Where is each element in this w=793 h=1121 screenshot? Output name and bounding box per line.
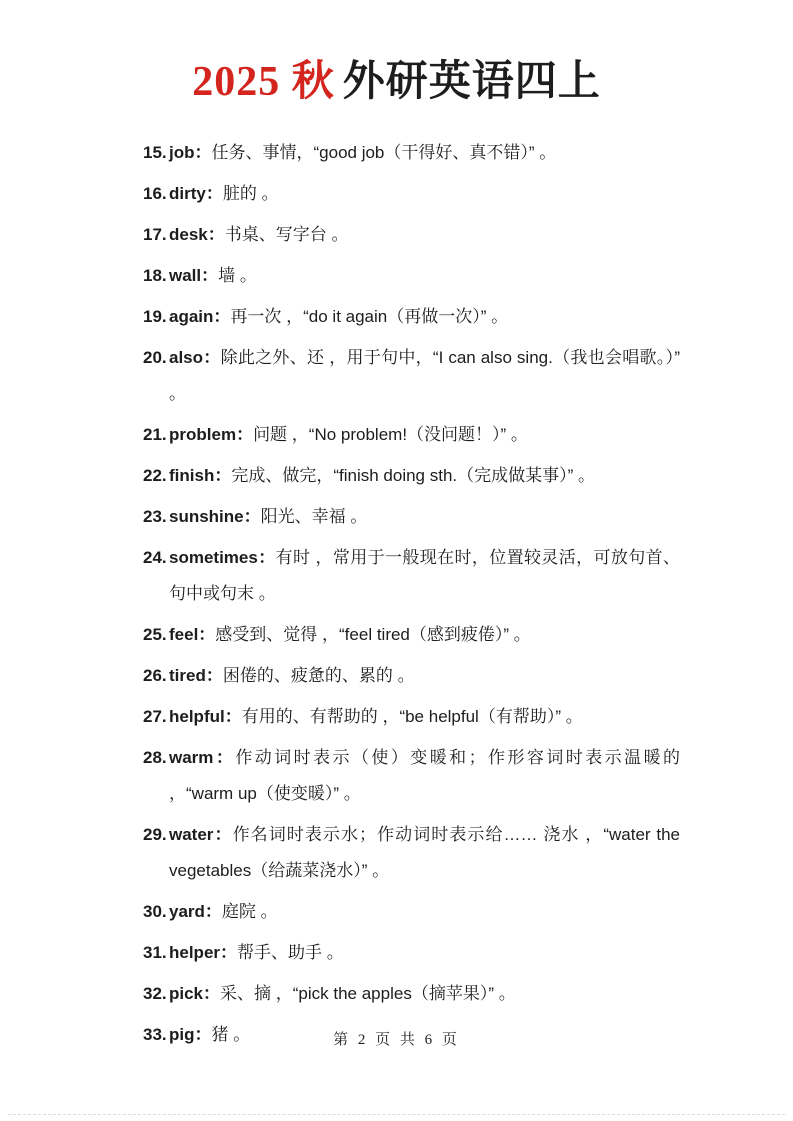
item-number: 29. — [143, 825, 167, 844]
item-english-word: tired — [169, 666, 206, 685]
vocab-list-item — [143, 135, 680, 171]
item-number: 33. — [143, 1025, 167, 1044]
item-english-word: yard — [169, 902, 205, 921]
item-number: 30. — [143, 902, 167, 921]
vocab-list-item — [143, 617, 680, 653]
item-definition: 再一次 ，“do it again（再做一次）” 。 — [230, 307, 509, 326]
title-year-season: 2025 秋 — [192, 59, 335, 105]
item-number: 16. — [143, 184, 167, 203]
item-definition: 书桌、写字台 。 — [224, 225, 349, 244]
item-definition: 除此之外、还 ，用于句中，“I can also sing.（我也会唱歌。）” 。 — [169, 348, 680, 403]
item-english-word: also — [169, 348, 204, 367]
vocab-list-item — [143, 340, 680, 412]
vocab-list-item — [143, 540, 680, 612]
item-english-word: sometimes — [169, 548, 258, 567]
item-english-word: sunshine — [169, 507, 244, 526]
item-english-word: finish — [169, 466, 215, 485]
item-colon: ： — [204, 902, 222, 921]
item-number: 31. — [143, 943, 167, 962]
item-english-word: job — [169, 143, 195, 162]
page-number-label: 第 2 页 共 6 页 — [333, 1032, 460, 1048]
item-colon: ： — [257, 548, 276, 567]
item-colon: ： — [207, 225, 225, 244]
vocab-list-item — [143, 299, 680, 335]
page-footer — [0, 1028, 793, 1049]
item-number: 17. — [143, 225, 167, 244]
item-colon: ： — [213, 748, 236, 767]
vocab-list-item — [143, 217, 680, 253]
item-definition: 帮手、助手 。 — [237, 943, 344, 962]
page-bottom-divider — [8, 1114, 785, 1115]
item-definition: 作名词时表示水；作动词时表示给…… 浇水 ，“water the vegetables（给蔬菜浇水）” 。 — [169, 825, 680, 880]
item-number: 20. — [143, 348, 167, 367]
item-definition: 完成、做完，“finish doing sth.（完成做某事）” 。 — [231, 466, 596, 485]
title-course-name: 外研英语四上 — [342, 59, 601, 105]
item-colon: ： — [198, 625, 216, 644]
vocab-list-item — [143, 258, 680, 294]
item-number: 24. — [143, 548, 167, 567]
item-number: 22. — [143, 466, 167, 485]
item-english-word: feel — [169, 625, 199, 644]
vocab-list-item — [143, 976, 680, 1012]
item-colon: ： — [243, 507, 261, 526]
item-colon: ： — [194, 1025, 212, 1044]
item-english-word: pick — [169, 984, 204, 1003]
item-english-word: helper — [169, 943, 221, 962]
item-definition: 采、摘 ，“pick the apples（摘苹果）” 。 — [220, 984, 516, 1003]
item-number: 15. — [143, 143, 167, 162]
item-colon: ： — [201, 266, 219, 285]
vocab-list-item — [143, 935, 680, 971]
item-english-word: desk — [169, 225, 208, 244]
item-english-word: again — [169, 307, 214, 326]
item-english-word: helpful — [169, 707, 225, 726]
vocab-list-item — [143, 740, 680, 812]
item-definition: 墙 。 — [218, 266, 257, 285]
item-definition: 作动词时表示（使）变暖和；作形容词时表示温暖的 ，“warm up（使变暖）” 。 — [169, 748, 681, 803]
vocab-list-item — [143, 817, 680, 889]
vocab-list-item — [143, 499, 680, 535]
vocab-list-item — [143, 658, 680, 694]
item-number: 25. — [143, 625, 167, 644]
vocab-list-item — [143, 458, 680, 494]
item-english-word: problem — [169, 425, 237, 444]
vocab-list-item — [143, 417, 680, 453]
item-colon: ： — [203, 984, 221, 1003]
item-colon: ： — [213, 825, 233, 844]
item-definition: 庭院 。 — [221, 902, 278, 921]
item-colon: ： — [194, 143, 212, 162]
item-number: 28. — [143, 748, 167, 767]
item-definition: 猪 。 — [211, 1025, 251, 1044]
item-colon: ： — [203, 348, 221, 367]
vocab-list-item — [143, 699, 680, 735]
item-number: 19. — [143, 307, 167, 326]
item-definition: 有用的、有帮助的 ，“be helpful（有帮助）” 。 — [241, 707, 583, 726]
item-colon: ： — [214, 466, 232, 485]
item-number: 27. — [143, 707, 167, 726]
item-english-word: water — [169, 825, 214, 844]
item-colon: ： — [205, 666, 223, 685]
item-number: 21. — [143, 425, 167, 444]
item-colon: ： — [213, 307, 231, 326]
vocab-list-item — [143, 176, 680, 212]
item-definition: 有时 ，常用于一般现在时，位置较灵活，可放句首、句中或句末 。 — [169, 548, 680, 603]
vocab-list — [143, 135, 680, 1058]
item-number: 18. — [143, 266, 167, 285]
item-definition: 脏的 。 — [222, 184, 279, 203]
item-definition: 困倦的、疲惫的、累的 。 — [222, 666, 415, 685]
item-colon: ： — [205, 184, 223, 203]
item-number: 32. — [143, 984, 167, 1003]
item-english-word: wall — [169, 266, 202, 285]
item-definition: 任务、事情，“good job（干得好、真不错）” 。 — [211, 143, 557, 162]
item-english-word: warm — [169, 748, 214, 767]
item-number: 26. — [143, 666, 167, 685]
item-colon: ： — [236, 425, 254, 444]
page-title — [0, 48, 793, 108]
item-colon: ： — [224, 707, 242, 726]
item-colon: ： — [220, 943, 238, 962]
item-number: 23. — [143, 507, 167, 526]
vocab-list-item — [143, 894, 680, 930]
item-definition: 感受到、觉得 ，“feel tired（感到疲倦）” 。 — [215, 625, 531, 644]
item-english-word: dirty — [169, 184, 206, 203]
item-english-word: pig — [169, 1025, 195, 1044]
item-definition: 问题 ，“No problem!（没问题！）” 。 — [253, 425, 528, 444]
item-definition: 阳光、幸福 。 — [260, 507, 368, 526]
